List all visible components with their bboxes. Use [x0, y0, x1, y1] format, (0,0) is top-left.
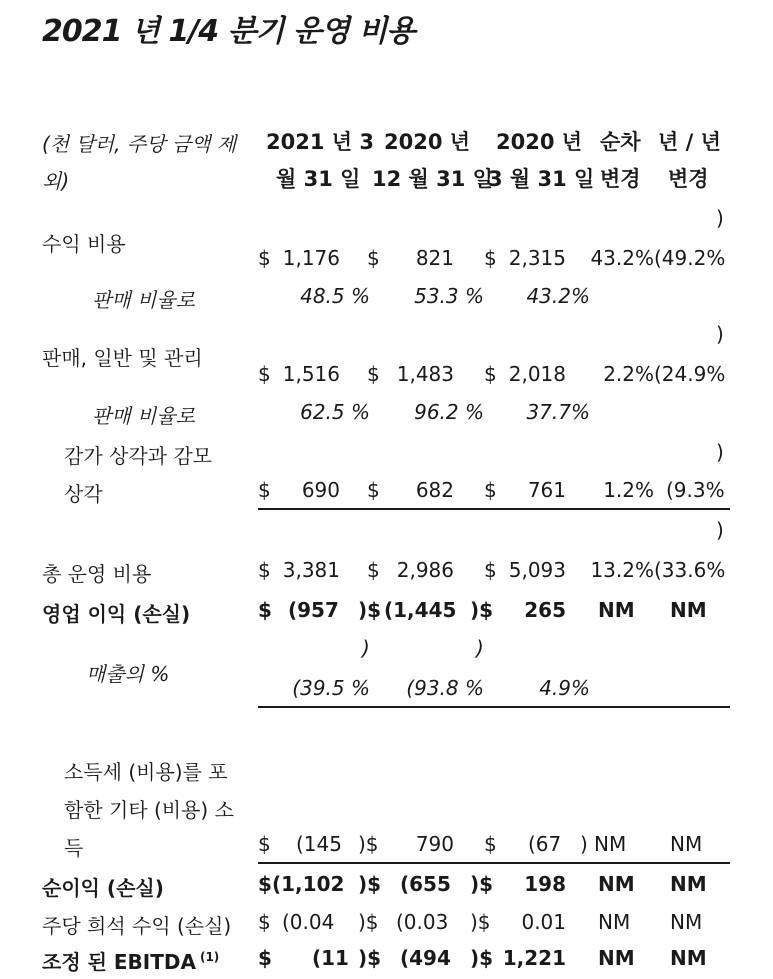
- col-header-2020q1-line2: 3 월 31 일: [488, 167, 595, 191]
- currency-symbol: $: [258, 598, 272, 622]
- pct-cell: 53.3 %: [414, 284, 484, 308]
- seq-change-cell: NM: [598, 910, 631, 934]
- value-cell: 2,018: [508, 362, 566, 386]
- row-label-ebitda: [42, 946, 219, 975]
- row-label-op-pct: 매출의 %: [86, 662, 170, 686]
- yoy-close-paren: ): [716, 440, 724, 464]
- currency-symbol: )$: [358, 872, 382, 896]
- row-label-total-opex: 총 운영 비용: [42, 562, 152, 586]
- yoy-change-cell: NM: [670, 946, 707, 970]
- yoy-change-cell: (24.9%: [654, 362, 726, 386]
- currency-symbol: $: [258, 946, 272, 970]
- value-cell: (957: [288, 598, 339, 622]
- row-label-other-income-line2: 함한 기타 (비용) 소: [64, 798, 234, 822]
- col-header-seq-line1: 순차: [600, 130, 641, 154]
- subtotal-rule: [258, 508, 730, 510]
- seq-change-cell: NM: [598, 872, 635, 896]
- value-cell: 2,315: [508, 246, 566, 270]
- row-label-da-line1: 감가 상각과 감모: [64, 444, 212, 468]
- row-label-sga-pct: 판매 비율로: [92, 404, 195, 428]
- row-label-operating-income: 영업 이익 (손실): [42, 602, 191, 626]
- col-header-2021q1-line2: 월 31 일: [276, 167, 361, 191]
- row-label-sga: 판매, 일반 및 관리: [42, 346, 203, 370]
- close-paren: ): [580, 832, 588, 856]
- ebitda-label-text: 조정 된 EBITDA: [42, 950, 196, 974]
- seq-change-cell: 43.2%: [590, 246, 654, 270]
- currency-symbol: $: [258, 872, 272, 896]
- currency-symbol: $: [367, 362, 380, 386]
- value-cell: (67: [528, 832, 562, 856]
- value-cell: (11: [312, 946, 349, 970]
- value-cell: 198: [524, 872, 566, 896]
- value-cell: 790: [415, 832, 454, 856]
- row-label-other-income-line3: 득: [64, 836, 84, 860]
- section-rule: [258, 706, 730, 708]
- value-cell: (145: [296, 832, 342, 856]
- value-cell: 2,986: [396, 558, 454, 582]
- value-cell: 0.01: [521, 910, 566, 934]
- col-header-2021q1-line1: 2021 년 3: [266, 130, 374, 154]
- yoy-change-cell: NM: [670, 872, 707, 896]
- value-cell: (494: [400, 946, 451, 970]
- col-header-seq-line2: 변경: [600, 167, 641, 191]
- subtotal-rule: [258, 862, 730, 864]
- yoy-change-cell: (49.2%: [654, 246, 726, 270]
- yoy-change-cell: (33.6%: [654, 558, 726, 582]
- col-header-2020q1-line1: 2020 년: [496, 130, 583, 154]
- currency-symbol: $: [484, 362, 497, 386]
- seq-change-cell: NM: [594, 832, 627, 856]
- pct-cell: 96.2 %: [414, 400, 484, 424]
- currency-symbol: )$: [358, 832, 379, 856]
- yoy-close-paren: ): [716, 518, 724, 542]
- value-cell: (1,102: [272, 872, 345, 896]
- value-cell: (0.04: [282, 910, 335, 934]
- currency-symbol: $: [258, 478, 271, 502]
- pct-cell: 37.7%: [526, 400, 590, 424]
- currency-symbol: $: [367, 478, 380, 502]
- value-cell: 5,093: [508, 558, 566, 582]
- col-header-yoy-line2: 변경: [668, 167, 709, 191]
- unit-note-line2: 외): [42, 169, 70, 193]
- currency-symbol: $: [258, 910, 271, 934]
- currency-symbol: $: [367, 558, 380, 582]
- row-label-cor-pct: 판매 비율로: [92, 288, 195, 312]
- seq-change-cell: 2.2%: [603, 362, 654, 386]
- currency-symbol: )$: [470, 946, 494, 970]
- currency-symbol: $: [484, 246, 497, 270]
- page-title: 2021 년 1/4 분기 운영 비용: [42, 14, 415, 49]
- currency-symbol: $: [258, 246, 271, 270]
- currency-symbol: )$: [358, 910, 379, 934]
- col-header-yoy-line1: 년 / 년: [658, 130, 721, 154]
- row-label-da-line2: 상각: [64, 482, 103, 506]
- value-cell: 690: [301, 478, 340, 502]
- value-cell: 265: [524, 598, 566, 622]
- value-cell: (655: [400, 872, 451, 896]
- pct-cell: 48.5 %: [300, 284, 370, 308]
- col-header-2020q4-line2: 12 월 31 일: [372, 167, 493, 191]
- unit-note-line1: (천 달러, 주당 금액 제: [42, 132, 237, 156]
- value-cell: 821: [415, 246, 454, 270]
- value-cell: 761: [527, 478, 566, 502]
- currency-symbol: $: [258, 832, 271, 856]
- pct-cell: 4.9%: [539, 676, 590, 700]
- value-cell: 1,516: [282, 362, 340, 386]
- value-cell: (1,445: [384, 598, 457, 622]
- seq-change-cell: NM: [598, 946, 635, 970]
- pct-cell: 62.5 %: [300, 400, 370, 424]
- currency-symbol: )$: [358, 598, 382, 622]
- currency-symbol: $: [367, 246, 380, 270]
- value-cell: 1,221: [502, 946, 566, 970]
- row-label-other-income-line1: 소득세 (비용)를 포: [64, 760, 228, 784]
- close-paren: ): [362, 636, 370, 660]
- currency-symbol: )$: [470, 910, 491, 934]
- value-cell: 1,483: [396, 362, 454, 386]
- pct-cell: (39.5 %: [292, 676, 370, 700]
- value-cell: (0.03: [396, 910, 449, 934]
- yoy-change-cell: NM: [670, 910, 703, 934]
- currency-symbol: )$: [358, 946, 382, 970]
- row-label-cost-of-revenue: 수익 비용: [42, 232, 126, 256]
- currency-symbol: )$: [470, 872, 494, 896]
- value-cell: 682: [415, 478, 454, 502]
- currency-symbol: )$: [470, 598, 494, 622]
- currency-symbol: $: [484, 478, 497, 502]
- seq-change-cell: 1.2%: [603, 478, 654, 502]
- currency-symbol: $: [258, 558, 271, 582]
- footnote-marker: (1): [199, 950, 220, 965]
- currency-symbol: $: [258, 362, 271, 386]
- value-cell: 3,381: [282, 558, 340, 582]
- value-cell: 1,176: [282, 246, 340, 270]
- yoy-change-cell: NM: [670, 598, 707, 622]
- currency-symbol: $: [484, 832, 497, 856]
- yoy-close-paren: ): [716, 206, 724, 230]
- pct-cell: 43.2%: [526, 284, 590, 308]
- currency-symbol: $: [484, 558, 497, 582]
- yoy-change-cell: NM: [670, 832, 703, 856]
- yoy-change-cell: (9.3%: [666, 478, 725, 502]
- row-label-eps: 주당 희석 수익 (손실): [42, 914, 232, 938]
- pct-cell: (93.8 %: [406, 676, 484, 700]
- col-header-2020q4-line1: 2020 년: [384, 130, 471, 154]
- yoy-close-paren: ): [716, 322, 724, 346]
- seq-change-cell: NM: [598, 598, 635, 622]
- seq-change-cell: 13.2%: [590, 558, 654, 582]
- close-paren: ): [476, 636, 484, 660]
- row-label-net-income: 순이익 (손실): [42, 876, 164, 900]
